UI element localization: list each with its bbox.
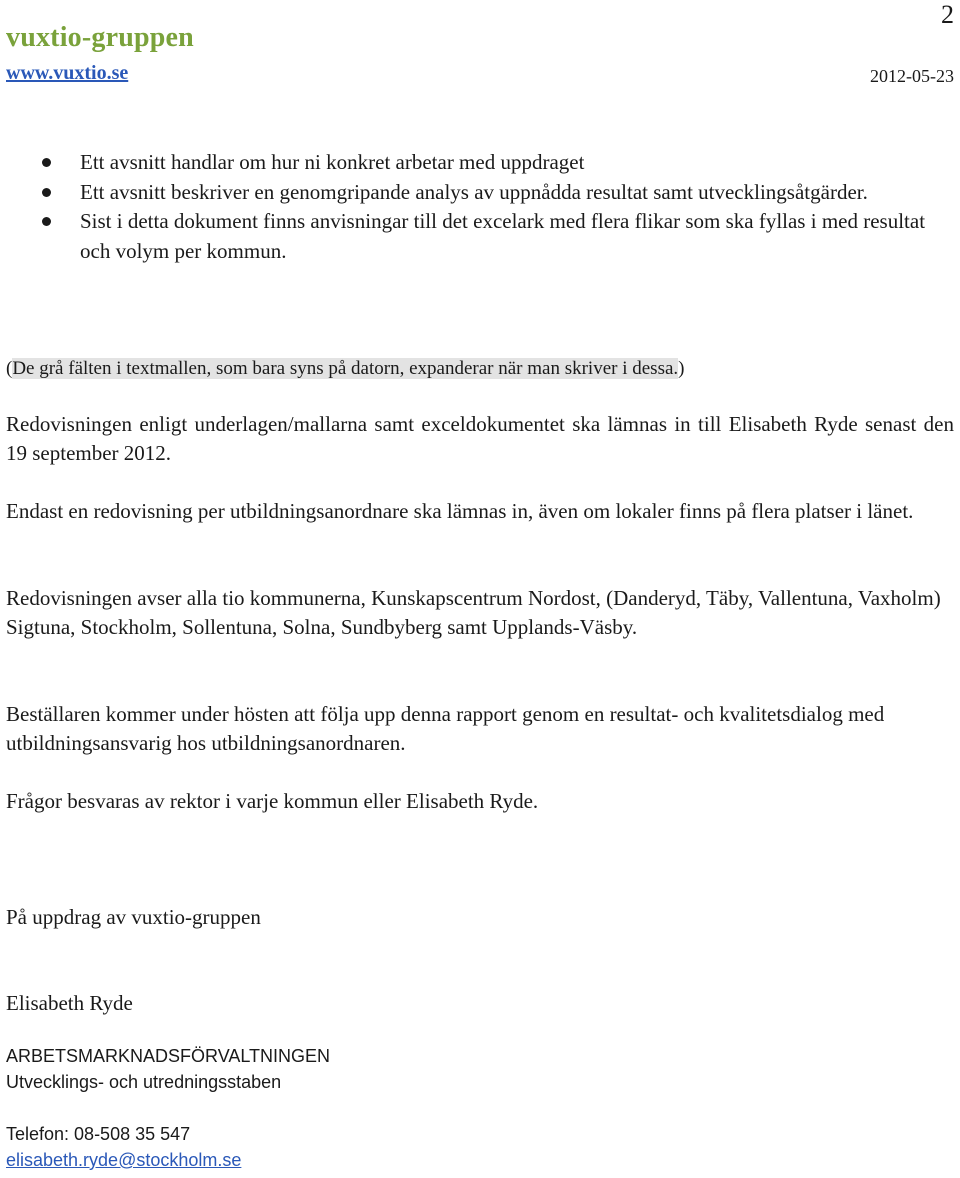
list-item-text: Sist i detta dokument finns anvisningar till det excelark med flera flikar som ska fyllas i med resultat och volym per kommun. <box>80 209 926 263</box>
list-item <box>0 207 960 266</box>
signer-name: Elisabeth Ryde <box>6 991 133 1015</box>
paragraph-municipalities: Redovisningen avser alla tio kommunerna, Kunskapscentrum Nordost, (Danderyd, Täby, Vallentuna, Vaxholm) Sigtuna, Stockholm, Sollentuna, Solna, Sundbyberg samt Upplands-Väsby. <box>6 586 941 639</box>
website-link[interactable]: www.vuxtio.se <box>6 62 129 84</box>
list-item-text: Ett avsnitt handlar om hur ni konkret arbetar med uppdraget <box>80 150 585 174</box>
email-link[interactable]: elisabeth.ryde@stockholm.se <box>6 1150 242 1170</box>
bullet-icon <box>42 188 51 197</box>
note-close-paren: ) <box>678 358 685 379</box>
list-item <box>0 178 960 208</box>
header-date: 2012-05-23 <box>870 66 954 86</box>
bullet-icon <box>42 217 51 226</box>
list-item <box>0 148 960 178</box>
paragraph-deadline: Redovisningen enligt underlagen/mallarna samt exceldokumentet ska lämnas in till Elisabeth Ryde senast den 19 september 2012. <box>6 412 954 465</box>
brand-name: vuxtio-gruppen <box>6 22 194 53</box>
paragraph-follow-up: Beställaren kommer under hösten att följa upp denna rapport genom en resultat- och kvalitetsdialog med utbildningsansvarig hos utbildningsanordnaren. <box>6 702 885 755</box>
bullet-icon <box>42 158 51 167</box>
on-behalf-line: På uppdrag av vuxtio-gruppen <box>6 905 261 929</box>
grey-field-note <box>6 354 954 383</box>
phone-number: Telefon: 08-508 35 547 <box>6 1124 191 1144</box>
unit-name: Utvecklings- och utredningsstaben <box>6 1072 282 1092</box>
bullet-list <box>0 148 960 266</box>
paragraph-single-report: Endast en redovisning per utbildningsanordnare ska lämnas in, även om lokaler finns på flera platser i länet. <box>6 499 914 523</box>
paragraph-questions: Frågor besvaras av rektor i varje kommun eller Elisabeth Ryde. <box>6 789 539 813</box>
page-number: 2 <box>941 0 954 29</box>
grey-field-text: De grå fälten i textmallen, som bara syns på datorn, expanderar när man skriver i dessa. <box>12 358 679 379</box>
list-item-text: Ett avsnitt beskriver en genomgripande analys av uppnådda resultat samt utvecklingsåtgärder. <box>80 179 868 204</box>
note-open-paren: ( <box>6 358 13 379</box>
department-name: ARBETSMARKNADSFÖRVALTNINGEN <box>6 1046 331 1066</box>
